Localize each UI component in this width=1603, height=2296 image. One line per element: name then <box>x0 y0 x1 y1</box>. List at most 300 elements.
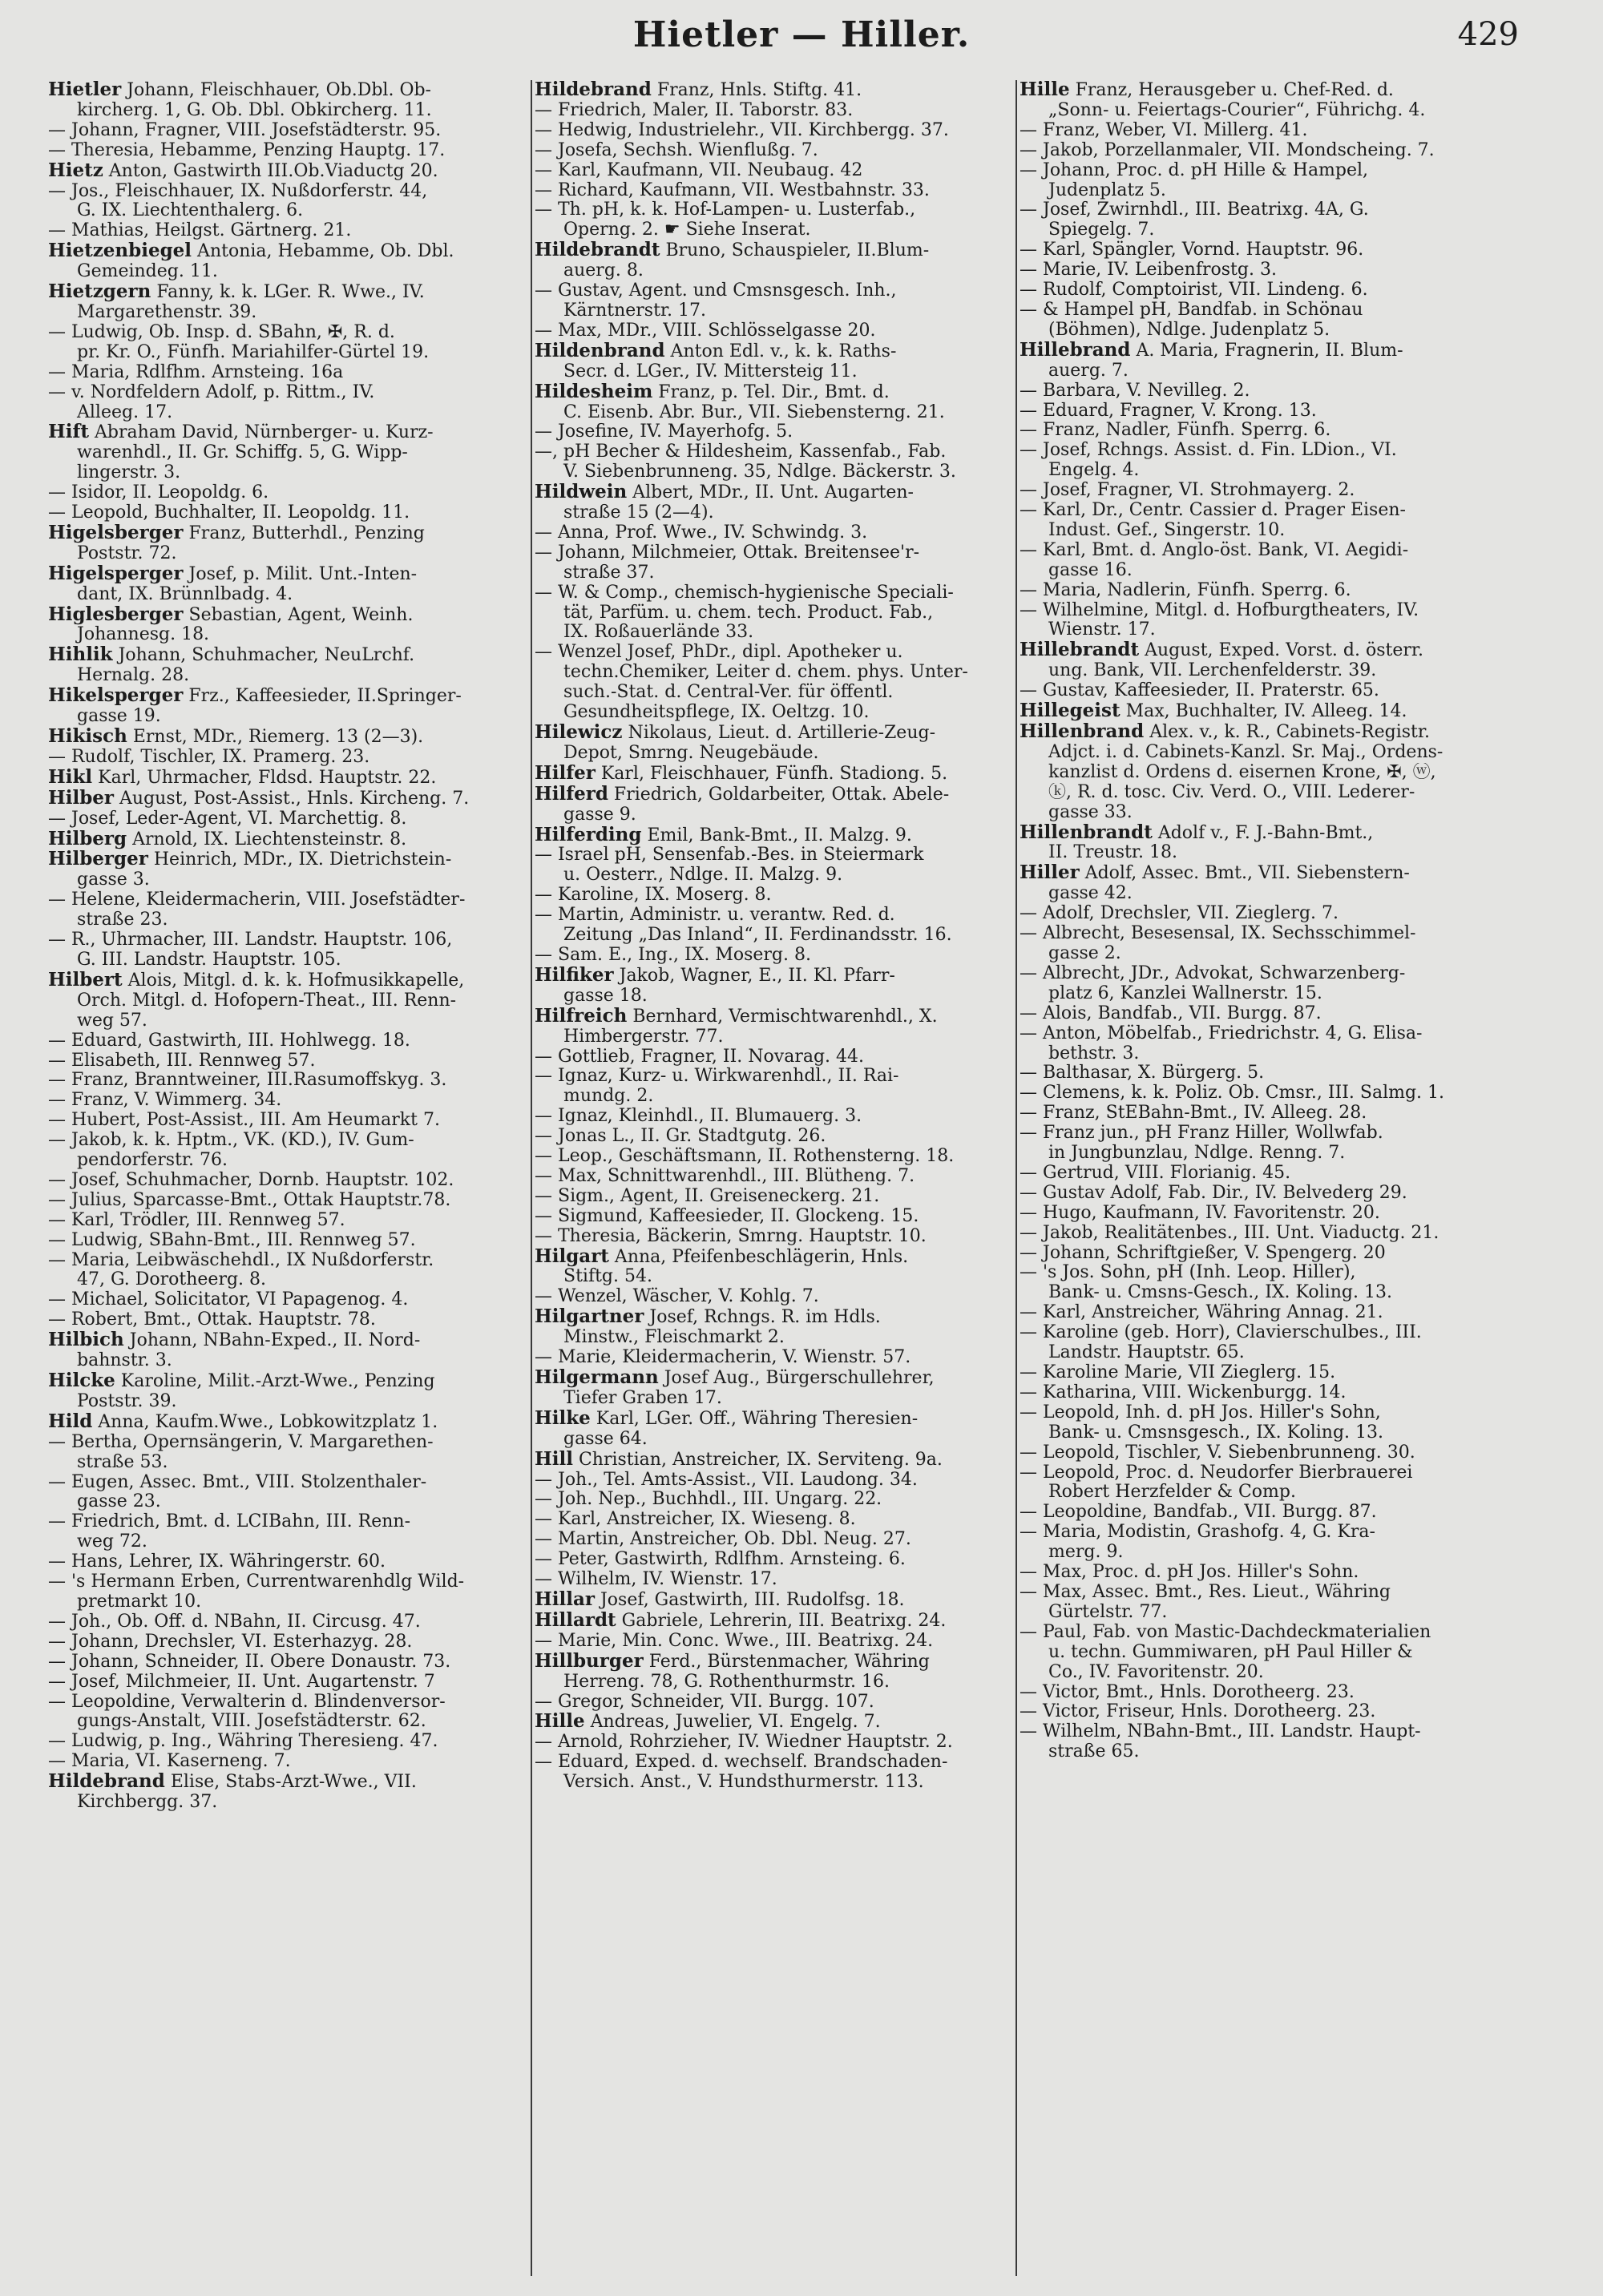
directory-entry-line <box>48 80 529 101</box>
entry-surname: Higlesberger <box>48 604 184 625</box>
entry-text: — Sigmund, Kaffeesieder, II. Glockeng. 15. <box>535 1206 919 1226</box>
directory-continuation-line <box>535 442 1016 462</box>
directory-continuation-line <box>1020 1283 1524 1303</box>
entry-text: Karl, Uhrmacher, Fldsd. Hauptstr. 22. <box>92 767 437 788</box>
directory-continuation-line <box>1020 1463 1524 1483</box>
directory-continuation-line <box>1020 1583 1524 1603</box>
entry-surname: Hillenbrand <box>1020 722 1145 742</box>
directory-continuation-line <box>48 1310 529 1330</box>
entry-text: Landstr. Hauptstr. 65. <box>1048 1343 1245 1363</box>
entry-text: Abraham David, Nürnberger- u. Kurz- <box>89 422 434 443</box>
entry-text: Gürtelstr. 77. <box>1048 1602 1168 1622</box>
directory-continuation-line <box>48 1453 529 1473</box>
directory-continuation-line <box>1020 884 1524 904</box>
entry-text: Johann, Fleischhauer, Ob.Dbl. Ob- <box>121 80 431 100</box>
entry-text: Stiftg. 54. <box>563 1267 652 1287</box>
entry-text: Kirchbergg. 37. <box>77 1793 218 1813</box>
entry-text: — Anna, Prof. Wwe., IV. Schwindg. 3. <box>535 523 868 543</box>
entry-text: — Maria, VI. Kaserneng. 7. <box>48 1752 291 1772</box>
entry-surname: Hilber <box>48 788 115 809</box>
entry-text: — Joh. Nep., Buchhdl., III. Ungarg. 22. <box>535 1490 882 1510</box>
directory-entry-line <box>1020 863 1524 884</box>
entry-text: Friedrich, Goldarbeiter, Ottak. Abele- <box>608 784 950 805</box>
entry-surname: Hildebrand <box>48 1772 165 1793</box>
directory-continuation-line <box>1020 1543 1524 1563</box>
directory-continuation-line <box>535 1187 1016 1207</box>
entry-text: — Martin, Anstreicher, Ob. Dbl. Neug. 27. <box>535 1530 911 1550</box>
directory-continuation-line <box>1020 1044 1524 1064</box>
directory-continuation-line <box>1020 1423 1524 1443</box>
entry-text: pretmarkt 10. <box>77 1592 202 1612</box>
entry-text: Poststr. 39. <box>77 1391 177 1411</box>
entry-text: Orch. Mitgl. d. Hofopern-Theat., III. Renn- <box>77 991 457 1011</box>
directory-continuation-line <box>48 1612 529 1632</box>
entry-surname: Hietler <box>48 80 122 100</box>
directory-continuation-line <box>1020 783 1524 803</box>
entry-text: 47, G. Dorotheerg. 8. <box>77 1270 267 1290</box>
directory-continuation-line <box>48 101 529 121</box>
directory-entry-line <box>535 80 1016 101</box>
entry-surname: Hillardt <box>535 1610 616 1631</box>
entry-text: weg 72. <box>77 1532 147 1552</box>
directory-continuation-line <box>48 1592 529 1612</box>
entry-text: Max, Buchhalter, IV. Alleeg. 14. <box>1120 701 1407 722</box>
entry-text: — Martin, Administr. u. verantw. Red. d. <box>535 906 895 926</box>
entry-surname: Hilferd <box>535 784 608 805</box>
entry-text: — Hugo, Kaufmann, IV. Favoritenstr. 20. <box>1020 1203 1380 1223</box>
entry-text: warenhdl., II. Gr. Schiffg. 5, G. Wipp- <box>77 443 408 463</box>
entry-surname: Hift <box>48 422 89 443</box>
entry-text: — Isidor, II. Leopoldg. 6. <box>48 483 269 503</box>
entry-text: Anton Edl. v., k. k. Raths- <box>664 341 897 361</box>
directory-continuation-line <box>48 1171 529 1191</box>
entry-text: — Rudolf, Comptoirist, VII. Lindeng. 6. <box>1020 280 1368 301</box>
directory-continuation-line <box>1020 1643 1524 1663</box>
entry-surname: Hikisch <box>48 727 127 747</box>
entry-text: — Leopold, Inh. d. pH Jos. Hiller's Sohn, <box>1020 1402 1381 1422</box>
entry-text: — Arnold, Rohrzieher, IV. Wiedner Hauptstr. 2. <box>535 1733 953 1753</box>
directory-continuation-line <box>48 463 529 483</box>
directory-continuation-line <box>1020 743 1524 763</box>
entry-surname: Hildwein <box>535 482 628 503</box>
entry-text: — Josefine, IV. Mayerhofg. 5. <box>535 422 793 442</box>
entry-text: — Leopoldine, Bandfab., VII. Burgg. 87. <box>1020 1503 1377 1523</box>
entry-text: techn.Chemiker, Leiter d. chem. phys. Unter- <box>563 663 968 683</box>
entry-text: — Julius, Sparcasse-Bmt., Ottak Hauptstr.78. <box>48 1190 451 1210</box>
entry-text: — Robert, Bmt., Ottak. Hauptstr. 78. <box>48 1310 376 1330</box>
directory-continuation-line <box>48 1031 529 1051</box>
entry-text: Josef, Gastwirth, III. Rudolfsg. 18. <box>594 1589 905 1610</box>
entry-text: bahnstr. 3. <box>77 1351 172 1371</box>
entry-surname: Hietzgern <box>48 282 151 303</box>
entry-text: — Josef, Schuhmacher, Dornb. Hauptstr. 102. <box>48 1170 454 1190</box>
entry-text: — Ludwig, p. Ing., Währing Theresieng. 47. <box>48 1732 438 1752</box>
entry-surname: Hikl <box>48 767 93 788</box>
directory-entry-line <box>48 1371 529 1392</box>
directory-continuation-line <box>535 643 1016 663</box>
entry-text: kanzlist d. Ordens d. eisernen Krone, ✠, ⓦ, <box>1048 762 1436 782</box>
directory-continuation-line <box>48 1512 529 1532</box>
directory-continuation-line <box>535 281 1016 301</box>
entry-text: — Karl, Dr., Centr. Cassier d. Prager Eisen- <box>1020 501 1406 521</box>
directory-continuation-line <box>535 1267 1016 1287</box>
directory-continuation-line <box>48 1532 529 1552</box>
directory-continuation-line <box>48 1652 529 1673</box>
entry-text: — Gustav, Agent. und Cmsnsgesch. Inh., <box>535 281 897 301</box>
entry-text: G. III. Landstr. Hauptstr. 105. <box>77 950 341 970</box>
entry-text: — Karl, Kaufmann, VII. Neubaug. 42 <box>535 160 863 180</box>
entry-text: Andreas, Juwelier, VI. Engelg. 7. <box>584 1712 881 1733</box>
directory-continuation-line <box>48 544 529 564</box>
entry-surname: Hilcke <box>48 1371 115 1391</box>
entry-text: Bruno, Schauspieler, II.Blum- <box>660 240 930 261</box>
directory-continuation-line <box>1020 121 1524 141</box>
directory-entry-line <box>535 966 1016 987</box>
directory-continuation-line <box>1020 200 1524 220</box>
directory-continuation-line <box>1020 280 1524 301</box>
directory-continuation-line <box>1020 101 1524 121</box>
directory-continuation-line <box>535 1632 1016 1652</box>
directory-continuation-line <box>48 1011 529 1031</box>
entry-text: Emil, Bank-Bmt., II. Malzg. 9. <box>641 825 912 845</box>
entry-text: kircherg. 1, G. Ob. Dbl. Obkircherg. 11. <box>77 100 432 120</box>
entry-text: — Ludwig, SBahn-Bmt., III. Rennweg 57. <box>48 1230 416 1250</box>
directory-continuation-line <box>1020 843 1524 863</box>
entry-text: such.-Stat. d. Central-Ver. für öffentl. <box>563 683 894 703</box>
directory-entry-line <box>48 564 529 585</box>
directory-continuation-line <box>48 890 529 910</box>
entry-text: Adolf v., F. J.-Bahn-Bmt., <box>1152 822 1374 843</box>
entry-surname: Hillburger <box>535 1651 644 1672</box>
entry-text: Margarethenstr. 39. <box>77 302 257 322</box>
entry-text: II. Treustr. 18. <box>1048 843 1177 863</box>
directory-entry-line <box>1020 640 1524 661</box>
directory-entry-line <box>535 825 1016 846</box>
entry-text: — Jos., Fleischhauer, IX. Nußdorferstr. 44, <box>48 181 428 201</box>
entry-text: — R., Uhrmacher, III. Landstr. Hauptstr. 106, <box>48 930 453 950</box>
entry-surname: Hillegeist <box>1020 701 1120 722</box>
directory-continuation-line <box>48 403 529 423</box>
directory-continuation-line <box>535 523 1016 543</box>
directory-continuation-line <box>48 1051 529 1071</box>
entry-text: Elise, Stabs-Arzt-Wwe., VII. <box>164 1772 417 1793</box>
directory-continuation-line <box>1020 1443 1524 1463</box>
directory-continuation-line <box>535 1570 1016 1590</box>
entry-text: — Anton, Möbelfab., Friedrichstr. 4, G. Elisa- <box>1020 1023 1423 1043</box>
directory-continuation-line <box>535 1027 1016 1047</box>
column-left <box>48 80 529 2276</box>
directory-continuation-line <box>48 201 529 221</box>
directory-continuation-line <box>1020 1104 1524 1124</box>
entry-text: gasse 2. <box>1048 943 1121 963</box>
directory-entry-line <box>48 161 529 182</box>
entry-text: weg 57. <box>77 1011 147 1031</box>
directory-entry-line <box>1020 80 1524 101</box>
directory-continuation-line <box>1020 1303 1524 1323</box>
entry-text: — Franz, V. Wimmerg. 34. <box>48 1091 282 1111</box>
directory-continuation-line <box>535 845 1016 866</box>
directory-entry-line <box>48 829 529 850</box>
directory-continuation-line <box>1020 481 1524 501</box>
entry-text: — Sigm., Agent, II. Greiseneckerg. 21. <box>535 1186 880 1206</box>
entry-text: — Franz jun., pH Franz Hiller, Wollwfab. <box>1020 1124 1383 1144</box>
entry-text: gungs-Anstalt, VIII. Josefstädterstr. 62. <box>77 1712 426 1732</box>
entry-text: Tiefer Graben 17. <box>563 1388 722 1408</box>
directory-entry-line <box>48 523 529 544</box>
entry-surname: Hilferding <box>535 825 642 845</box>
entry-text: Secr. d. LGer., IV. Mittersteig 11. <box>563 361 858 381</box>
entry-surname: Hilgartner <box>535 1307 644 1328</box>
directory-continuation-line <box>48 141 529 161</box>
entry-text: — Hedwig, Industrielehr., VII. Kirchbergg. 37. <box>535 120 949 140</box>
directory-continuation-line <box>48 443 529 463</box>
directory-continuation-line <box>1020 1224 1524 1244</box>
entry-text: — Johann, Proc. d. pH Hille & Hampel, <box>1020 160 1369 180</box>
entry-text: Poststr. 72. <box>77 543 177 563</box>
directory-continuation-line <box>535 1389 1016 1409</box>
entry-text: — Franz, Nadler, Fünfh. Sperrg. 6. <box>1020 421 1331 441</box>
directory-continuation-line <box>535 744 1016 764</box>
directory-continuation-line <box>535 1490 1016 1510</box>
entry-text: Alex. v., k. R., Cabinets-Registr. <box>1144 722 1430 742</box>
directory-entry-line <box>535 1712 1016 1733</box>
entry-text: Karoline, Milit.-Arzt-Wwe., Penzing <box>115 1371 435 1391</box>
entry-text: Alleeg. 17. <box>77 402 173 422</box>
entry-text: August, Post-Assist., Hnls. Kircheng. 7. <box>114 788 470 809</box>
entry-text: Franz, Butterhdl., Penzing <box>183 523 425 543</box>
directory-continuation-line <box>535 926 1016 946</box>
entry-text: — Wilhelm, IV. Wienstr. 17. <box>535 1570 777 1590</box>
entry-text: August, Exped. Vorst. d. österr. <box>1139 640 1423 661</box>
entry-text: — Karl, Anstreicher, Währing Annag. 21. <box>1020 1303 1383 1323</box>
entry-text: Gabriele, Lehrerin, III. Beatrixg. 24. <box>616 1610 947 1631</box>
entry-surname: Hietz <box>48 160 103 181</box>
directory-continuation-line <box>535 805 1016 825</box>
entry-surname: Higelsberger <box>48 523 184 543</box>
entry-text: — Richard, Kaufmann, VII. Westbahnstr. 33. <box>535 180 930 200</box>
entry-text: — Barbara, V. Nevilleg. 2. <box>1020 381 1250 401</box>
directory-entry-line <box>48 605 529 626</box>
entry-text: — Th. pH, k. k. Hof-Lampen- u. Lusterfab., <box>535 200 916 220</box>
directory-entry-line <box>535 240 1016 261</box>
directory-continuation-line <box>48 666 529 686</box>
entry-text: Kärntnerstr. 17. <box>563 301 706 321</box>
entry-text: — Michael, Solicitator, VI Papagenog. 4. <box>48 1290 409 1310</box>
entry-text: in Jungbunzlau, Ndlge. Renng. 7. <box>1048 1144 1346 1164</box>
entry-text: — Theresia, Hebamme, Penzing Hauptg. 17. <box>48 140 446 160</box>
entry-text: bethstr. 3. <box>1048 1043 1140 1063</box>
directory-continuation-line <box>1020 1483 1524 1503</box>
entry-text: — Gustav, Kaffeesieder, II. Praterstr. 65. <box>1020 681 1379 701</box>
directory-continuation-line <box>1020 661 1524 681</box>
entry-text: Sebastian, Agent, Weinh. <box>183 604 414 625</box>
directory-continuation-line <box>1020 1263 1524 1283</box>
entry-text: — Wilhelm, NBahn-Bmt., III. Landstr. Haupt- <box>1020 1722 1421 1742</box>
directory-entry-line <box>535 785 1016 805</box>
entry-text: mundg. 2. <box>563 1087 654 1107</box>
entry-text: tät, Parfüm. u. chem. tech. Product. Fab., <box>563 603 934 623</box>
entry-text: straße 15 (2—4). <box>563 503 714 523</box>
directory-continuation-line <box>535 121 1016 141</box>
directory-continuation-line <box>48 1732 529 1752</box>
directory-continuation-line <box>1020 301 1524 321</box>
entry-surname: Hille <box>535 1712 585 1733</box>
directory-continuation-line <box>48 363 529 383</box>
entry-text: — Joh., Ob. Off. d. NBahn, II. Circusg. 47. <box>48 1612 421 1632</box>
directory-continuation-line <box>48 1793 529 1813</box>
entry-text: Adolf, Assec. Bmt., VII. Siebenstern- <box>1079 863 1410 884</box>
entry-text: Minstw., Fleischmarkt 2. <box>563 1328 785 1348</box>
directory-continuation-line <box>1020 1603 1524 1623</box>
entry-text: V. Siebenbrunneng. 35, Ndlge. Bäckerstr. 3. <box>563 462 956 482</box>
directory-continuation-line <box>1020 161 1524 181</box>
directory-continuation-line <box>48 1151 529 1171</box>
directory-continuation-line <box>535 946 1016 966</box>
entry-surname: Higelsperger <box>48 563 184 584</box>
entry-text: — Johann, Drechsler, VI. Esterhazyg. 28. <box>48 1632 413 1652</box>
directory-continuation-line <box>535 1673 1016 1693</box>
directory-continuation-line <box>535 1753 1016 1773</box>
entry-text: — Franz, Weber, VI. Millerg. 41. <box>1020 120 1308 140</box>
directory-continuation-line <box>535 703 1016 723</box>
entry-text: IX. Roßauerlände 33. <box>563 623 754 643</box>
entry-text: — Gertrud, VIII. Florianig. 45. <box>1020 1163 1291 1183</box>
entry-text: Wienstr. 17. <box>1048 620 1156 640</box>
entry-text: ung. Bank, VII. Lerchenfelderstr. 39. <box>1048 661 1377 681</box>
directory-entry-line <box>535 1409 1016 1430</box>
entry-text: Indust. Gef., Singerstr. 10. <box>1048 520 1286 540</box>
entry-surname: Hilgermann <box>535 1368 659 1388</box>
entry-text: Judenplatz 5. <box>1048 180 1166 200</box>
entry-text: straße 53. <box>77 1452 168 1472</box>
entry-surname: Hilbich <box>48 1330 124 1351</box>
directory-entry-line <box>48 282 529 303</box>
entry-text: — Leopold, Buchhalter, II. Leopoldg. 11. <box>48 503 410 523</box>
directory-continuation-line <box>535 1207 1016 1227</box>
entry-text: Zeitung „Das Inland“, II. Ferdinandsstr. 16. <box>563 926 952 946</box>
column-divider <box>531 80 532 2276</box>
entry-surname: Hilfer <box>535 763 596 784</box>
directory-continuation-line <box>535 1227 1016 1247</box>
directory-entry-line <box>48 1772 529 1793</box>
directory-entry-line <box>48 849 529 870</box>
entry-text: gasse 3. <box>77 870 150 890</box>
entry-text: — Johann, Fragner, VIII. Josefstädterstr. 95. <box>48 120 442 140</box>
entry-text: — Max, Proc. d. pH Jos. Hiller's Sohn. <box>1020 1563 1359 1583</box>
entry-text: — Josef, Milchmeier, II. Unt. Augartenstr. 7 <box>48 1672 435 1692</box>
directory-continuation-line <box>535 1530 1016 1550</box>
entry-text: — Wenzel, Wäscher, V. Kohlg. 7. <box>535 1287 819 1307</box>
directory-continuation-line <box>535 503 1016 523</box>
directory-continuation-line <box>535 563 1016 583</box>
directory-continuation-line <box>535 161 1016 181</box>
directory-entry-line <box>535 1450 1016 1471</box>
directory-continuation-line <box>535 866 1016 886</box>
entry-text: Robert Herzfelder & Comp. <box>1048 1483 1296 1503</box>
directory-continuation-line <box>1020 1702 1524 1722</box>
entry-text: — Victor, Bmt., Hnls. Dorotheerg. 23. <box>1020 1682 1355 1702</box>
entry-text: A. Maria, Fragnerin, II. Blum- <box>1130 340 1403 361</box>
entry-text: — Maria, Rdlfhm. Arnsteing. 16a <box>48 362 344 382</box>
directory-continuation-line <box>535 181 1016 201</box>
directory-continuation-line <box>1020 561 1524 581</box>
directory-continuation-line <box>48 950 529 970</box>
directory-continuation-line <box>1020 1722 1524 1742</box>
directory-continuation-line <box>1020 501 1524 521</box>
directory-continuation-line <box>535 886 1016 906</box>
directory-entry-line <box>535 1247 1016 1268</box>
directory-continuation-line <box>535 1471 1016 1491</box>
directory-continuation-line <box>535 422 1016 442</box>
entry-text: — Karoline, IX. Moserg. 8. <box>535 886 772 906</box>
directory-continuation-line <box>48 1251 529 1271</box>
directory-continuation-line <box>1020 1683 1524 1703</box>
entry-text: — Adolf, Drechsler, VII. Zieglerg. 7. <box>1020 904 1339 924</box>
directory-continuation-line <box>1020 681 1524 701</box>
entry-text: G. IX. Liechtenthalerg. 6. <box>77 201 304 221</box>
entry-text: — 's Jos. Sohn, pH (Inh. Leop. Hiller), <box>1020 1263 1356 1283</box>
directory-entry-line <box>535 1307 1016 1328</box>
entry-text: Johann, Schuhmacher, NeuLrchf. <box>112 645 415 666</box>
directory-continuation-line <box>48 483 529 503</box>
entry-surname: Hilfreich <box>535 1006 628 1027</box>
entry-text: — 's Hermann Erben, Currentwarenhdlg Wild- <box>48 1572 465 1592</box>
directory-continuation-line <box>535 987 1016 1007</box>
entry-text: — Josef, Fragner, VI. Strohmayerg. 2. <box>1020 481 1355 501</box>
entry-text: C. Eisenb. Abr. Bur., VII. Siebensterng. 21. <box>563 402 945 422</box>
entry-surname: Hildenbrand <box>535 341 665 361</box>
entry-text: Ernst, MDr., Riemerg. 13 (2—3). <box>127 727 424 747</box>
directory-continuation-line <box>535 1127 1016 1147</box>
entry-text: Franz, p. Tel. Dir., Bmt. d. <box>652 381 890 402</box>
directory-continuation-line <box>48 303 529 323</box>
directory-entry-line <box>535 723 1016 744</box>
entry-text: Franz, Hnls. Stiftg. 41. <box>651 80 862 100</box>
page-number: 429 <box>1457 16 1519 53</box>
directory-continuation-line <box>48 1433 529 1453</box>
entry-text: Frz., Kaffeesieder, II.Springer- <box>183 686 462 707</box>
directory-continuation-line <box>1020 620 1524 640</box>
entry-text: Karl, LGer. Off., Währing Theresien- <box>590 1408 919 1429</box>
directory-continuation-line <box>1020 1144 1524 1164</box>
entry-text: — Balthasar, X. Bürgerg. 5. <box>1020 1063 1265 1083</box>
directory-continuation-line <box>1020 321 1524 341</box>
entry-text: Nikolaus, Lieut. d. Artillerie-Zeug- <box>622 723 936 743</box>
entry-text: — Rudolf, Tischler, IX. Pramerg. 23. <box>48 747 370 767</box>
entry-text: — Albrecht, JDr., Advokat, Schwarzenberg- <box>1020 963 1406 983</box>
entry-text: — Victor, Friseur, Hnls. Dorotheerg. 23. <box>1020 1702 1376 1722</box>
entry-text: — Max, Assec. Bmt., Res. Lieut., Währing <box>1020 1582 1391 1602</box>
directory-continuation-line <box>1020 1204 1524 1224</box>
directory-continuation-line <box>1020 240 1524 260</box>
entry-text: Josef, p. Milit. Unt.-Inten- <box>183 563 418 584</box>
entry-text: — Eduard, Gastwirth, III. Hohlwegg. 18. <box>48 1031 410 1051</box>
directory-continuation-line <box>535 1773 1016 1793</box>
directory-continuation-line <box>48 991 529 1011</box>
entry-text: straße 23. <box>77 910 168 930</box>
entry-text: gasse 16. <box>1048 560 1133 580</box>
entry-surname: Hilke <box>535 1408 591 1429</box>
entry-text: auerg. 8. <box>563 261 644 281</box>
entry-text: Anton, Gastwirth III.Ob.Viaductg 20. <box>103 160 438 181</box>
directory-continuation-line <box>48 1071 529 1091</box>
entry-text: — Leopold, Tischler, V. Siebenbrunneng. 30. <box>1020 1443 1415 1463</box>
directory-continuation-line <box>48 1131 529 1151</box>
entry-text: — Theresia, Bäckerin, Smrng. Hauptstr. 10. <box>535 1226 927 1246</box>
entry-surname: Hillar <box>535 1589 595 1610</box>
entry-text: — Marie, Kleidermacherin, V. Wienstr. 57. <box>535 1348 911 1368</box>
entry-text: Himbergerstr. 77. <box>563 1027 724 1047</box>
